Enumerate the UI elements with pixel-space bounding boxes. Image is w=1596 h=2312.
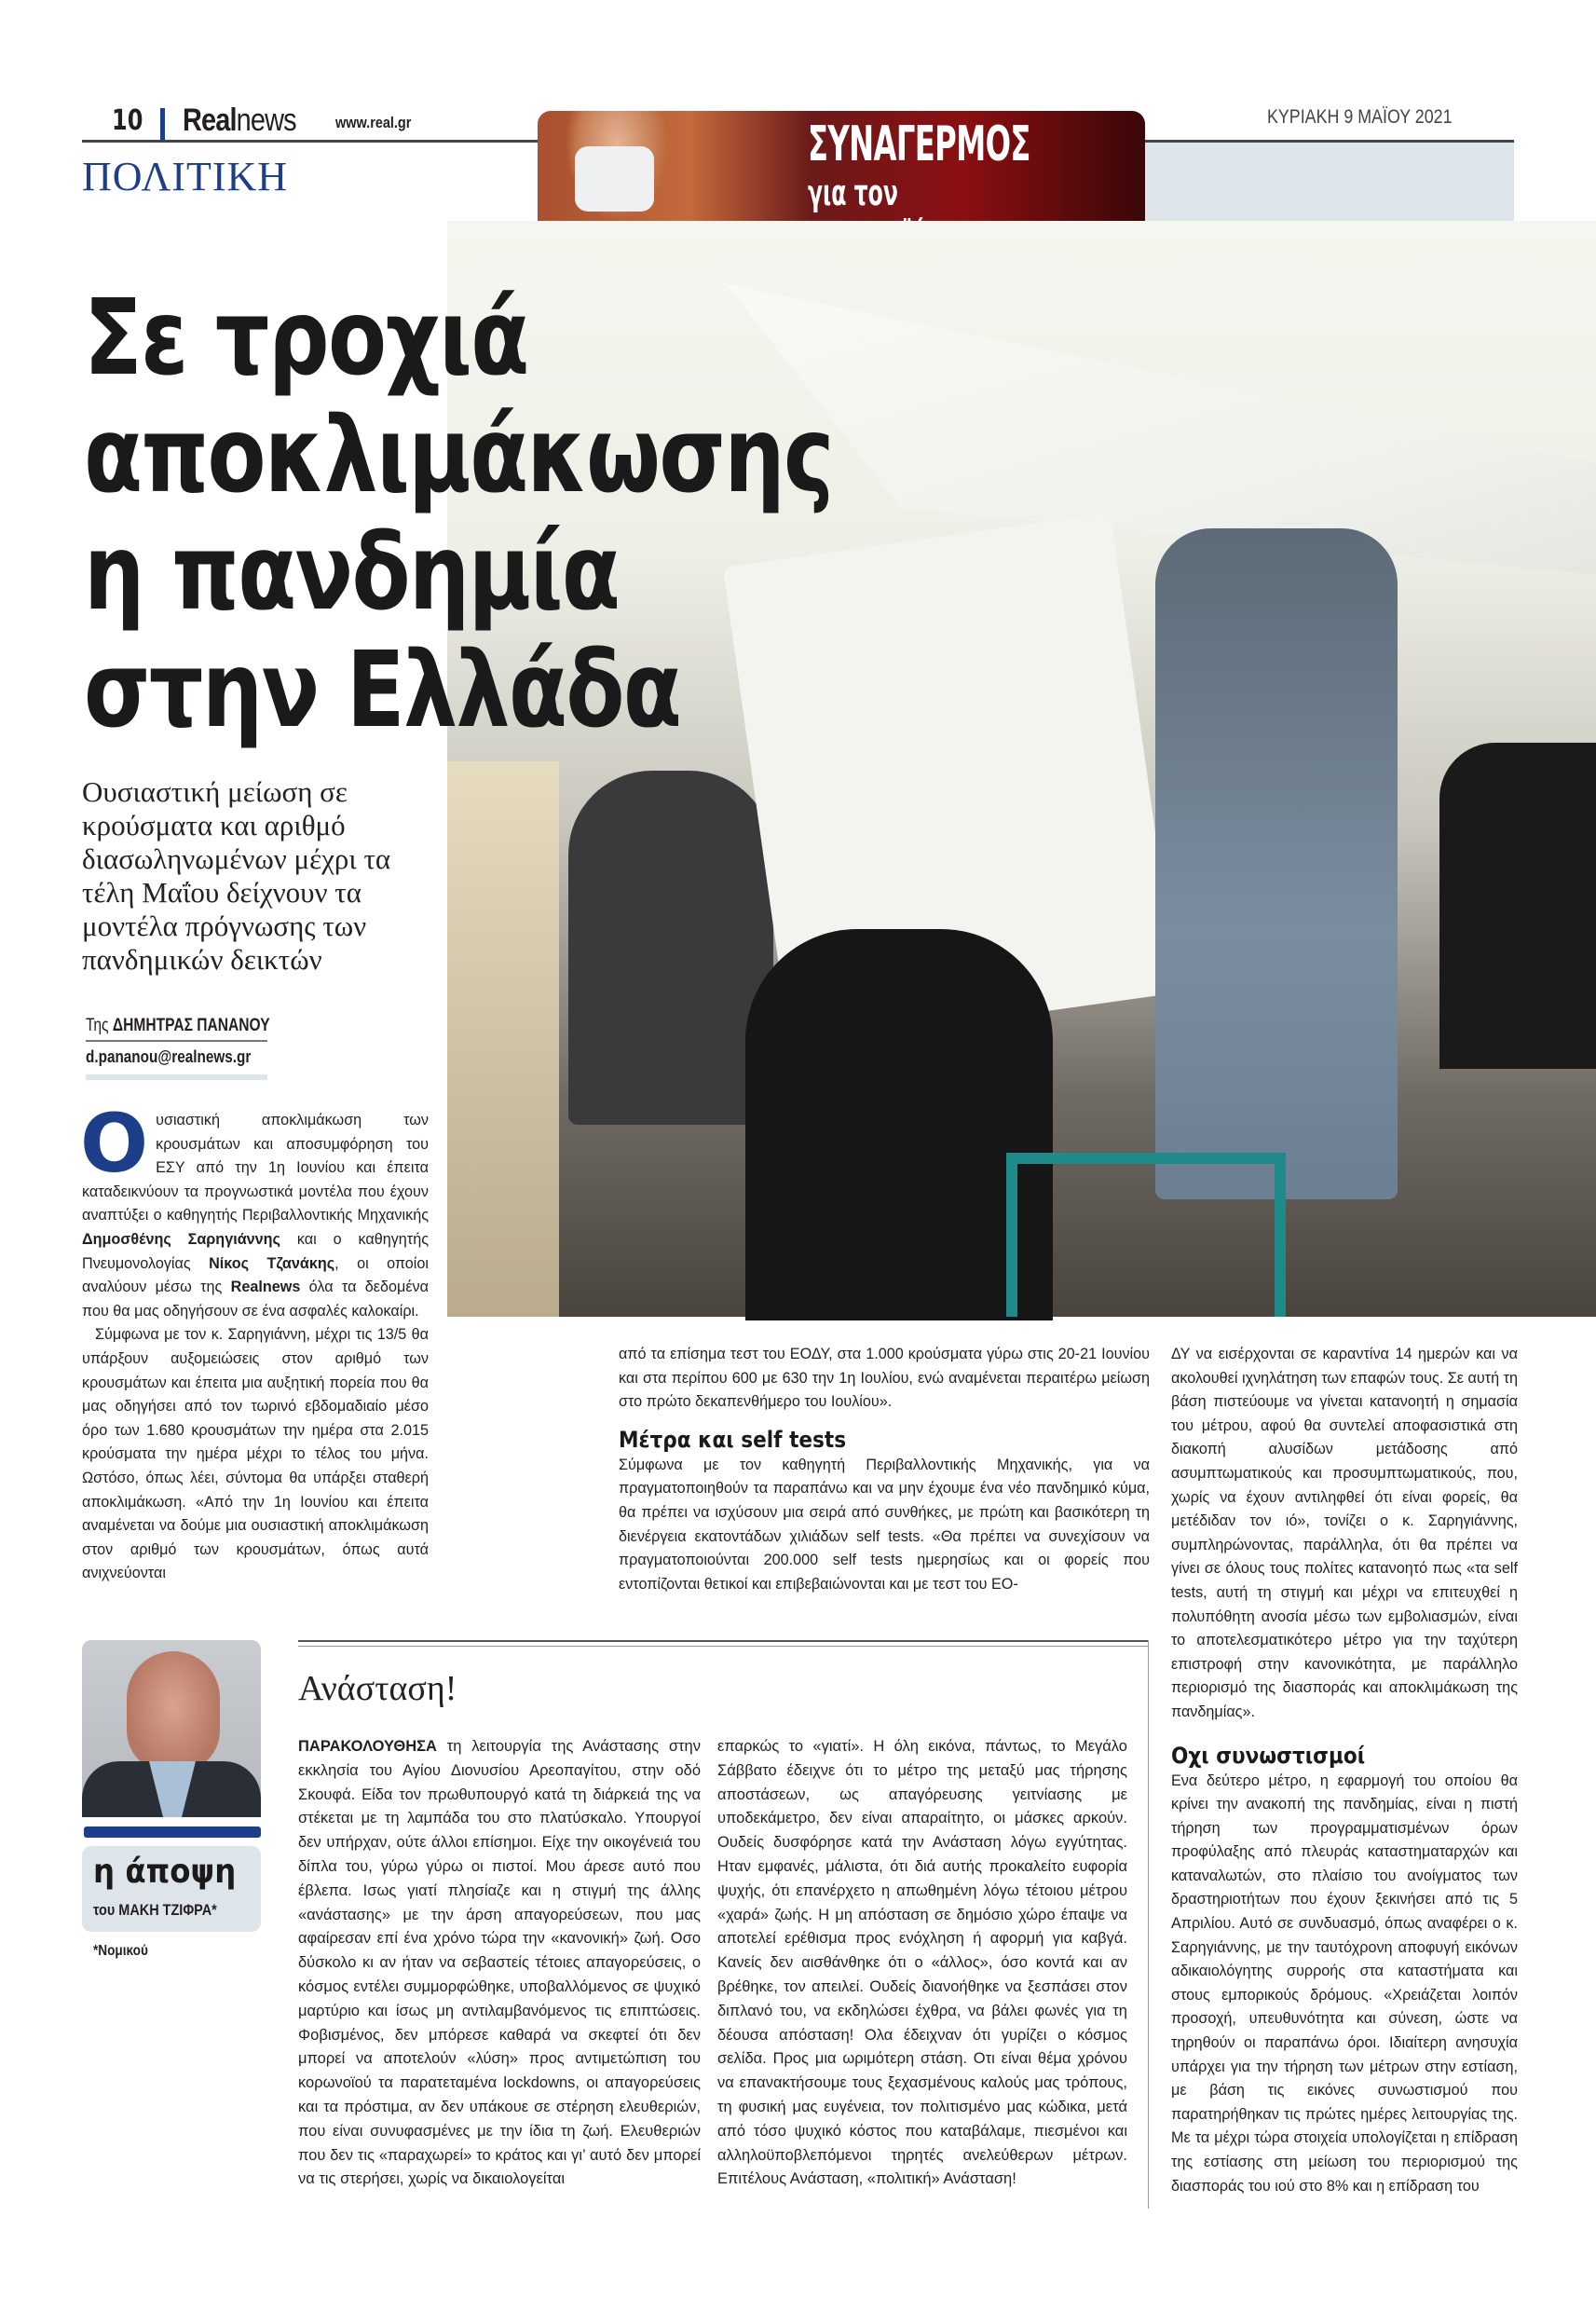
seated-man-shape: [568, 771, 773, 1125]
byline-bar: [86, 1074, 267, 1080]
author-note: *Νομικού: [93, 1943, 148, 1959]
drop-cap: Ο: [80, 1098, 149, 1191]
masthead-divider: [160, 108, 165, 140]
headline-line: στην Ελλάδα: [84, 630, 681, 751]
opinion-accent-bar: [84, 1826, 261, 1838]
article-column-3: [1171, 1343, 1518, 2198]
subheading: Μέτρα και self tests: [619, 1426, 847, 1453]
section-title: ΠΟΛΙΤΙΚΗ: [82, 154, 289, 199]
opinion-title: Ανάσταση!: [298, 1669, 457, 1708]
right-man-shape: [1439, 743, 1596, 1069]
columnist-head-shape: [127, 1651, 220, 1772]
byline-rule: [86, 1040, 267, 1042]
article-deck: Ουσιαστική μείωση σε κρούσματα και αριθμό διασωληνωμένων μέχρι τα τέλη Μαΐου δείχνουν τα μοντέλα πρόγνωσης των πανδημικών δεικτών: [82, 775, 391, 976]
byline: Της ΔΗΜΗΤΡΑΣ ΠΑΝΑΝΟΥ: [86, 1016, 270, 1035]
paragraph: από τα επίσημα τεστ του ΕΟΔΥ, στα 1.000 κρούσματα γύρω στις 20-21 Ιουνίου και στα περίπου 600 με 630 την 1η Ιουλίου, ενώ αναμένεται περαιτέρω μείωση στο πρώτο δεκαπενθήμερο του Ιουλίου».: [619, 1346, 1150, 1411]
issue-date: ΚΥΡΙΑΚΗ 9 ΜΑΪΟΥ 2021: [1267, 106, 1453, 128]
header-rule: [82, 140, 539, 143]
columnist-photo: [82, 1640, 261, 1813]
opinion-top-rule-thin: [298, 1646, 1148, 1647]
face-mask-image: [575, 146, 654, 212]
opinion-column-1: ΠΑΡΑΚΟΛΟΥΘΗΣΑ τη λειτουργία της Ανάστασης στην εκκλησία του Αγίου Διονυσίου Αρεοπαγίτου, στην οδό Σκουφά. Είδα τον πρωθυπουργό κατά τη διάρκειά της να στέκεται με τη λαμπάδα του στο πλατύσκαλο. Υπουργοί δεν υπήρχαν, ούτε άλλοι επίσημοι. Είχε την οικογένειά του δίπλα του, γύρω γύρω οι πιστοί. Μου άρεσε αυτό που έβλεπα. Ισως γιατί πλησίαζε και η στιγμή της άλλης «ανάστασης» με την άρση απαγορεύσεων, που μας αφαίρεσαν επί ένα χρόνο τώρα την «κανονική» ζωή. Οσο δύσκολο κι αν ήταν να σεβαστείς τέτοιες απαγορεύσεις, ο κόσμος εντέλει συμμορφώθηκε, υποβαλλόμενος σε ψυχικό μαρτύριο και ίσως μη αντιλαμβανόμενος τις επιπτώσεις. Φοβισμένος, δεν μπόρεσε καθαρά να σκεφτεί ότι δεν μπορεί να αποτελούν «λύση» προς αντιμετώπιση του κορωνοϊού τα παρατεταμένα lockdowns, οι απαγορεύσεις και τα πρόστιμα, αν δεν υπάκουε σε στέρηση ελευθεριών, που είναι συνυφασμένες με την ίδια τη ζωή. Ελευθεριών που δεν τις «παραχωρεί» το κράτος και γι’ αυτό δεν μπορεί να τις στερήσει, χωρίς να δικαιολογείται: [298, 1738, 701, 2188]
standing-man-shape: [1155, 528, 1398, 1199]
article-column-1: Ουσιαστική αποκλιμάκωση των κρουσμάτων και αποσυμφόρηση του ΕΣΥ από την 1η Ιουνίου και έπειτα καταδεικνύουν τα προγνωστικά μοντέλα που έχουν αναπτύξει ο καθηγητής Περιβαλλοντικής Μηχανικής Δημοσθένης Σαρηγιάννης και ο καθηγητής Πνευμονολογίας Νίκος Τζανάκης, οι οποίοι αναλύουν μέσω της Realnews όλα τα δεδομένα που θα μας οδηγήσουν σε ένα ασφαλές καλοκαίρι. Σύμφωνα με τον κ. Σαρηγιάννη, μέχρι τις 13/5 θα υπάρξουν αυξομειώσεις στον αριθμό των κρουσμάτων και έπειτα μια αυξητική πορεία που θα μας οδηγήσει από τον τωρινό εβδομαδιαίο μέσο όρο των 1.680 κρουσμάτων την ημέρα στα 2.015 κρούσματα την ημέρα μέχρι το τέλος του μήνα. Ωστόσο, όπως λέει, σύντομα θα υπάρξει σταθερή αποκλιμάκωση. «Από την 1η Ιουνίου και έπειτα αναμένεται να δούμε μια ουσιαστική αποκλιμάκωση στον αριθμό των κρουσμάτων, όπως αυτά ανιχνεύονται: [82, 1109, 429, 1586]
banner-title: ΣΥΝΑΓΕΡΜΟΣ: [808, 116, 1030, 172]
opinion-top-rule: [298, 1640, 1148, 1642]
page-number: 10: [112, 104, 143, 137]
paragraph: Ενα δεύτερο μέτρο, η εφαρμογή του οποίου θα κρίνει την ανακοπή της πανδημίας, είναι η πιστή τήρηση των προγραμματισμένων όρων προφύλαξης από πλευράς καταστηματαρχών και καταναλωτών, στο πλαίσιο του ανοίγματος των δραστηριοτήτων που έχουν ξεκινήσει από τις 5 Απριλίου. Αυτό σε συνδυασμό, όπως αναφέρει ο κ. Σαρηγιάννης, με την ταυτόχρονη αποφυγή εικόνων αδικαιολόγητης συρροής στα καταστήματα και στους εμπορικούς δρόμους. «Χρειάζεται λοιπόν προσοχή, υπευθυνότητα και σύνεση, ώστε να τηρηθούν οι παραπάνω όροι. Ιδιαίτερη ανησυχία υπάρχει για την τήρηση των μέτρων στην εστίαση, με βάση τις εικόνες συνωστισμού που παρατηρήθηκαν τις πρώτες ημέρες λειτουργίας της. Με τα μέχρι τώρα στοιχεία υπολογίζεται η επίδραση της εστίασης στη μείωση του περιορισμού της διασποράς του ιού στο 8% και η επίδραση του: [1171, 1772, 1518, 2195]
author-email[interactable]: d.pananou@realnews.gr: [86, 1047, 252, 1066]
brand-url: www.real.gr: [335, 114, 412, 131]
chair-shape: [1006, 1153, 1286, 1317]
paragraph: Σύμφωνα με τον κ. Σαρηγιάννη, μέχρι τις 13/5 θα υπάρξουν αυξομειώσεις στον αριθμό των κρουσμάτων και έπειτα μια αυξητική πορεία που θα μας οδηγήσει από τον τωρινό εβδομαδιαίο μέσο όρο των 1.680 κρουσμάτων την ημέρα στα 2.015 κρούσματα την ημέρα μέχρι το τέλος του μήνα. Ωστόσο, όπως λέει, σύντομα θα υπάρξει σταθερή αποκλιμάκωση. «Από την 1η Ιουνίου και έπειτα αναμένεται να δούμε μια ουσιαστική αποκλιμάκωση στον αριθμό των κρουσμάτων, όπως αυτά ανιχνεύονται: [82, 1326, 429, 1582]
headline-line: Σε τροχιά: [84, 278, 528, 399]
headline-line: αποκλιμάκωσης: [84, 395, 833, 516]
opinion-author: του ΜΑΚΗ ΤΖΙΦΡΑ*: [93, 1901, 217, 1919]
opinion-label: η άποψη: [93, 1853, 237, 1891]
header-rule-right: [1145, 140, 1514, 143]
opinion-right-rule: [1148, 1640, 1149, 2209]
coronavirus-banner: [538, 111, 1145, 221]
headline: [84, 280, 833, 749]
paragraph: Σύμφωνα με τον καθηγητή Περιβαλλοντικής Μηχανικής, για να πραγματοποιηθούν τα παραπάνω και να μην έχουμε ένα νέο πανδημικό κύμα, θα πρέπει να ισχύσουν μια σειρά από συνθήκες, με πρώτη και βασικότερη τη διενέργεια εκατοντάδων χιλιάδων self tests. «Θα πρέπει να συνεχίσουν να πραγματοποιούνται 200.000 self tests ημερησίως και οι φορείς που εντοπίζονται θετικοί και επιβεβαιώνονται και με τεστ του ΕΟ-: [619, 1456, 1150, 1593]
opinion-column-2: επαρκώς το «γιατί». Η όλη εικόνα, πάντως, το Μεγάλο Σάββατο έδειχνε ότι το μέτρο της μεταξύ μας τήρησης αποστάσεων, ως απαγόρευσης γειτνίασης με υποδεκάμετρο, δεν είναι απαραίτητο, οι μάσκες αρκούν. Ουδείς δυσφόρησε κατά την Ανάσταση λόγω εγγύτητας. Ηταν εμφανές, μάλιστα, ότι διά αυτής προκαλείτο ευφορία ψυχής, ότι επανέρχετο η απωθημένη λόγω τέτοιου μέτρου «χαρά» ζωής. Η μη απόσταση σε δημόσιο χώρο έπαψε να αποτελεί ερέθισμα προς ενόχληση ή αφορμή για καβγά. Κανείς δεν αισθάνθηκε ότι ο «άλλος», όσο κοντά και αν βρέθηκε, τον απειλεί. Ουδείς διανοήθηκε να ξεσπάσει στον διπλανό του, να εκδηλώσει έχθρα, να βάλει φωνές για τη δέουσα απόσταση! Ολα έδειχναν ότι γυρίζει ο κόσμος σελίδα. Προς μια ωριμότερη στάση. Οτι είναι θέμα χρόνου να επανακτήσουμε τους ξεχασμένους καλούς μας τρόπους, τη φυσική μας ευγένεια, τον πολιτισμένο μας κώδικα, μετά από τόσο ψυχικό κόστος που καταβάλαμε, πιεσμένοι και αλληλοϋποβλεπόμενοι τηρητές ανελεύθερων μέτρων. Επιτέλους Ανάσταση, «πολιτική» Ανάσταση!: [717, 1738, 1127, 2188]
banner-subtitle: για τον: [808, 172, 898, 213]
wall-shape: [447, 761, 559, 1317]
headline-line: η πανδημία: [84, 513, 620, 634]
article-column-2: [619, 1343, 1150, 1596]
brand-logo: Realnews: [183, 103, 296, 138]
paragraph: ΔΥ να εισέρχονται σε καραντίνα 14 ημερών και να ακολουθεί ιχνηλάτηση των επαφών τους. Σε αυτή τη βάση πιστεύουμε να γίνεται κατανοητή η σημασία του μέτρου, αφού θα συντελεί αποφασιστικά στη διακοπή αλυσίδων μετάδοσης από ασυμπτωματικούς και προσυμπτωματικούς, που, χωρίς να έχουν αντιληφθεί ότι είναι φορείς, θα μετέδιδαν τον ιό», τονίζει ο κ. Σαρηγιάννης, συμπληρώνοντας, παράλληλα, ότι θα πρέπει να γίνει σε όλους τους πολίτες κατανοητό πως «τα self tests, αυτή τη στιγμή και μέχρι να επιτευχθεί η πολυπόθητη ανοσία μέσω των εμβολιασμών, είναι το αποτελεσματικότερο μέτρο για την ταχύτερη επιστροφή στην κανονικότητα, με παράλληλο περιορισμό της διασποράς και αποκλιμάκωση της πανδημίας».: [1171, 1346, 1518, 1720]
header-shade: [1145, 143, 1514, 221]
subheading: Οχι συνωστισμοί: [1171, 1742, 1366, 1769]
